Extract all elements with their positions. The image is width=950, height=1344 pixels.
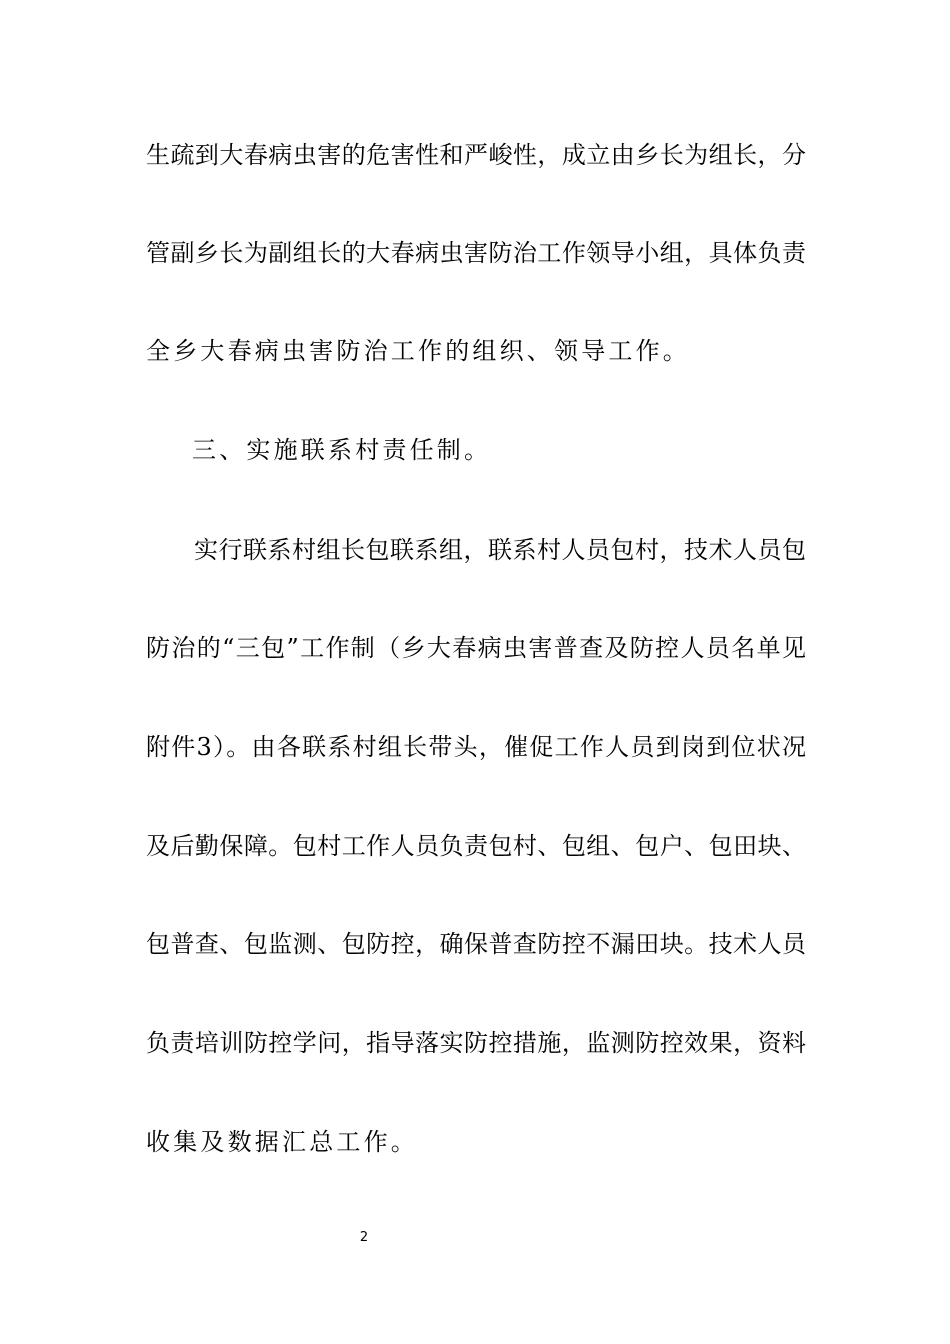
paragraph-line-11: 收集及数据汇总工作。: [146, 1128, 418, 1156]
paragraph-line-1: 生疏到大春病虫害的危害性和严峻性，成立由乡长为组长，分: [146, 141, 806, 169]
paragraph-line-10: 负责培训防控学问，指导落实防控措施，监测防控效果，资料: [146, 1029, 806, 1057]
paragraph-line-2: 管副乡长为副组长的大春病虫害防治工作领导小组，具体负责: [146, 239, 806, 267]
paragraph-line-6: 防治的“三包”工作制（乡大春病虫害普查及防控人员名单见: [146, 634, 806, 662]
page-number: 2: [359, 1230, 369, 1245]
paragraph-line-3: 全乡大春病虫害防治工作的组织、领导工作。: [146, 337, 690, 365]
paragraph-line-9: 包普查、包监测、包防控，确保普查防控不漏田块。技术人员: [146, 930, 806, 958]
paragraph-line-8: 及后勤保障。包村工作人员负责包村、包组、包户、包田块、: [146, 832, 806, 860]
section-heading: 三、实施联系村责任制。: [192, 436, 492, 464]
paragraph-line-5: 实行联系村组长包联系组，联系村人员包村，技术人员包: [194, 536, 806, 564]
paragraph-line-7: 附件3）。由各联系村组长带头，催促工作人员到岗到位状况: [146, 733, 806, 761]
